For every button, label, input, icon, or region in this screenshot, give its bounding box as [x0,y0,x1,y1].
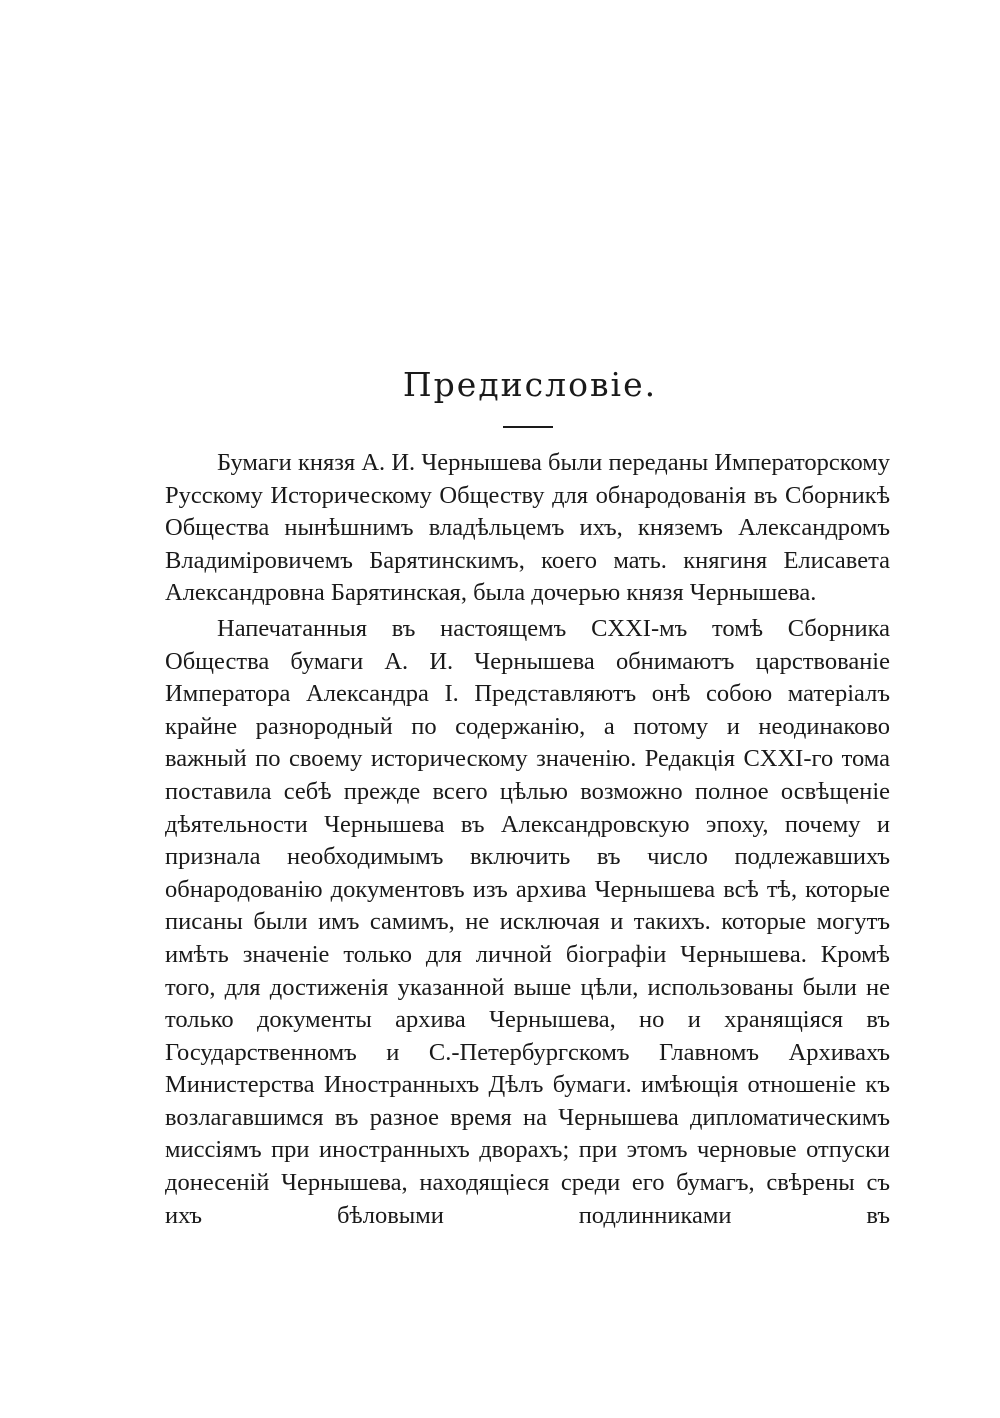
title-divider [503,426,553,428]
paragraph-1: Бумаги князя А. И. Чернышева были переданы Императорскому Русскому Историческому Обществу для обнародованія въ Сборникѣ Общества нынѣшнимъ владѣльцемъ ихъ, княземъ Александромъ Владиміровичемъ Барятинскимъ, коего мать. княгиня Елисавета Александровна Барятинская, была дочерью князя Чернышева. [165,449,890,607]
paragraph-2: Напечатанныя въ настоящемъ СXXI-мъ томѣ Сборника Общества бумаги А. И. Чернышева обнимаютъ царствованіе Императора Александра I. Представляютъ онѣ собою матеріалъ крайне разнородный по содержанію, а потому и неодинаково важный по своему историческому значенію. Редакція СXXI-го тома поставила себѣ прежде всего цѣлью возможно полное освѣщеніе дѣятельности Чернышева въ Александровскую эпоху, почему и признала необходимымъ включить въ число подлежавшихъ обнародованію документовъ изъ архива Чернышева всѣ тѣ, которые писаны были имъ самимъ, не исключая и такихъ. которые могутъ имѣть значеніе только для личной біографіи Чернышева. Кромѣ того, для достиженія указанной выше цѣли, использованы были не только документы архива Чернышева, но и хранящіяся въ Государственномъ и С.-Петербургскомъ Главномъ Архивахъ Министерства Иностранныхъ Дѣлъ бумаги. имѣющія отношеніе къ возлагавшимся въ разное время на Чернышева дипломатическимъ миссіямъ при иностранныхъ дворахъ; при этомъ черновые отпуски донесеній Чернышева, находящіеся среди его бумагъ, свѣрены съ ихъ бѣловыми подлинниками въ [165,614,890,1229]
page-title: Предисловіе. [402,365,658,404]
body-text [165,447,890,1232]
